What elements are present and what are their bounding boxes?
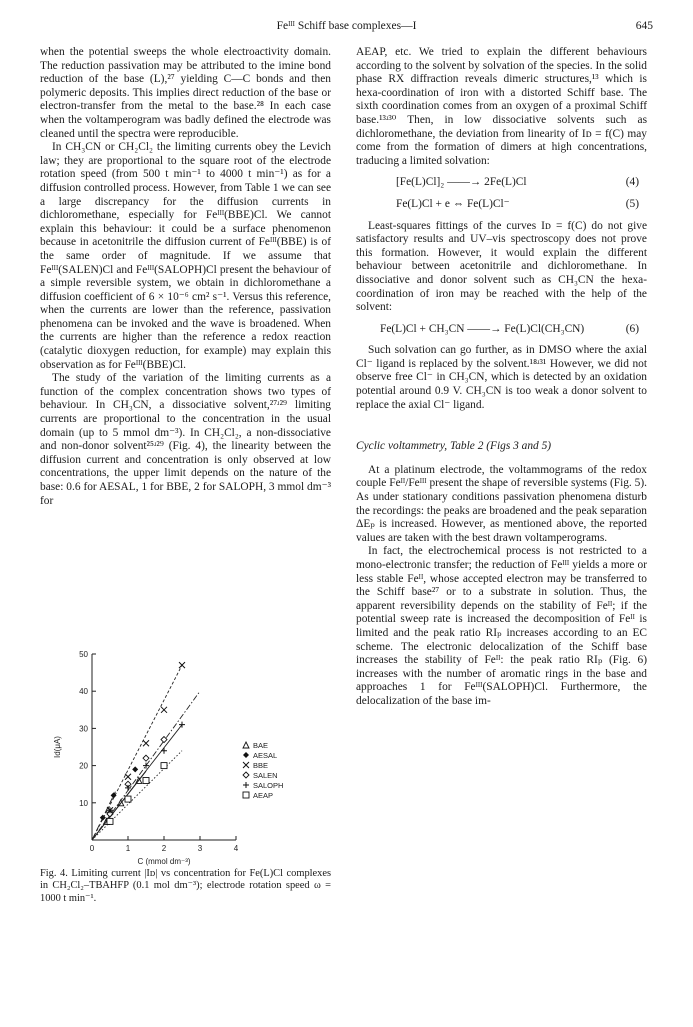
running-title: Feᴵᴵᴵ Schiff base complexes—I <box>276 20 417 32</box>
y-tick-label: 40 <box>79 687 88 697</box>
x-tick-label: 4 <box>233 844 239 853</box>
figure-caption: Fig. 4. Limiting current |Iᴅ| vs concentration for Fe(L)Cl complexes in CH₂Cl₂–TBAHFP (0.1 mol dm⁻³); electrode rotation speed ω = 1000 t min⁻¹. <box>40 868 331 904</box>
legend-label: AESAL <box>253 751 278 760</box>
data-point-aeap <box>143 777 149 783</box>
y-tick-label: 10 <box>79 798 88 808</box>
legend-label: AEAP <box>253 791 274 800</box>
equation-number: (5) <box>625 197 639 210</box>
y-axis-label: Id(μA) <box>53 736 62 758</box>
equation-number: (6) <box>625 322 639 335</box>
page-number: 645 <box>635 20 653 32</box>
body-paragraph: Least-squares fittings of the curves Iᴅ = f(C) do not give satisfactory results and UV–vis spectroscopy does not prove this formation. However, it would explain the different behaviour between acetonitrile and dichloromethane. In dissociative and donor solvent such as CH₃CN the hexa-coordination of iron may be reached with the help of the solvent: <box>356 219 647 314</box>
data-point-bbe <box>161 707 167 713</box>
series-line-aeap <box>92 751 182 840</box>
body-paragraph: when the potential sweeps the whole electroactivity domain. The reduction passivation may be attributed to the imine bond reduction of the base (L),²⁷ yielding C—C bonds and then polymeric deposits. This implies direct reduction of the base or electron-transfer from the metal to the base.²⁸ In each case when the voltamperogram was badly defined the electrode was cleaned until the spectra were reproducible. <box>40 46 331 140</box>
section-heading: Cyclic voltammetry, Table 2 (Figs 3 and 5) <box>356 440 552 453</box>
x-tick-label: 2 <box>161 844 167 853</box>
data-point-aeap <box>125 796 131 802</box>
y-tick-label: 50 <box>79 650 88 659</box>
body-paragraph: In fact, the electrochemical process is not restricted to a mono-electronic transfer; the reduction of Feᴵᴵᴵ yields a more or less stable Feᴵᴵ, whose accepted electron may be transferred to the Schiff base²⁷ or to a substrate in solution. Thus, the apparent reversibility depends on the stability of Feᴵᴵ; if the potential sweep rate is increased the decomposition of Feᴵᴵ is limited and the peak ratio RIₚ increases according to an EC scheme. The electronic delocalization of the Schiff base increases the stability of Feᴵᴵ: the peak ratio RIₚ (Fig. 6) increases with the number of aromatic rings in the base and approaches 1 for Feᴵᴵᴵ(SALOPH)Cl. Furthermore, the delocalization of the base im- <box>356 545 647 707</box>
body-paragraph: At a platinum electrode, the voltammograms of the redox couple Feᴵᴵ/Feᴵᴵᴵ present the shape of reversible systems (Fig. 5). As under stationary conditions passivation phenomena disturb the recordings: the peaks are broadened and the peak separation ΔEₚ is increased. However, as mentioned above, the reported values are taken with the best drawn voltamperograms. <box>356 463 647 544</box>
data-point-saloph <box>161 748 167 754</box>
y-tick-label: 30 <box>79 724 88 734</box>
data-point-aeap <box>161 763 167 769</box>
series-line-bbe <box>92 665 182 840</box>
legend-label: BAE <box>253 741 269 750</box>
limiting-current-chart <box>40 640 331 866</box>
equation-4 <box>356 176 647 190</box>
page-header <box>40 20 653 38</box>
data-point-bbe <box>179 662 185 668</box>
legend-marker-salen <box>243 772 249 778</box>
equation-number: (4) <box>625 176 639 189</box>
data-point-saloph <box>125 785 131 791</box>
equation-body: Fe(L)Cl + CH₃CN ——→ Fe(L)Cl(CH₃CN) <box>380 322 585 335</box>
data-point-bbe <box>143 740 149 746</box>
data-point-bbe <box>125 774 131 780</box>
data-point-aeap <box>107 818 113 824</box>
x-tick-label: 3 <box>197 844 203 853</box>
legend-label: SALOPH <box>253 781 284 790</box>
equation-5 <box>356 198 647 212</box>
legend-marker-aesal <box>243 752 249 758</box>
body-paragraph: In CH₃CN or CH₂Cl₂ the limiting currents obey the Levich law; they are proportional to the square root of the electrode rotation speed (from 500 t min⁻¹ to 4000 t min⁻¹) as for a diffusion controlled process. However, from Table 1 we can see a large discrepancy for the diffusion currents in dichloromethane, especially for Feᴵᴵᴵ(BBE)Cl. We cannot explain this behaviour: it could be a surface phenomenon because in acetonitrile the diffusion current of Feᴵᴵᴵ(BBE) is of the same order of magnitude. If we assume that Feᴵᴵᴵ(SALEN)Cl and Feᴵᴵᴵ(SALOPH)Cl present the behaviour of a simple reversible system, we obtain in dichloromethane a diffusion coefficient of 6 × 10⁻⁶ cm² s⁻¹. Versus this reference, when the currents are lower than the reference, passivation phenomena can be invoked and the wave is broadened. When the currents are higher than the reference a redox reaction (catalytic dioxygen reduction, for example) may explain this observation as for Feᴵᴵᴵ(BBE)Cl. <box>40 141 331 371</box>
legend-label: SALEN <box>253 771 278 780</box>
right-column <box>356 46 647 709</box>
x-axis-label: C (mmol dm⁻³) <box>137 857 191 866</box>
body-paragraph: Such solvation can go further, as in DMSO where the axial Cl⁻ ligand is replaced by the solvent.¹⁸ʴ³¹ However, we did not observe free Cl⁻ in CH₃CN, which is detected by an oxidation potential around 0.9 V. CH₃CN is too weak a donor solvent to replace the axial Cl⁻ ligand. <box>356 344 647 411</box>
legend-marker-bae <box>243 742 249 748</box>
y-tick-label: 20 <box>79 761 88 771</box>
equation-body: Fe(L)Cl + e ⇔ Fe(L)Cl⁻ <box>396 197 510 210</box>
series-line-saloph <box>92 725 182 840</box>
legend-label: BBE <box>253 761 269 770</box>
figure-4 <box>40 640 331 880</box>
legend-marker-aeap <box>243 792 249 798</box>
x-tick-label: 0 <box>89 844 95 853</box>
body-paragraph: The study of the variation of the limiting currents as a function of the complex concentration shows two types of behaviour. In CH₃CN, a dissociative solvent,²⁷ʴ²⁹ limiting currents are proportional to the concentration in the usual domain (up to 5 mmol dm⁻³). In CH₂Cl₂, a non-dissociative and non-donor solvent²⁵ʴ²⁹ (Fig. 4), the linearity between the diffusion current and concentration is only observed at low concentrations, the upper limit depends on the nature of the base: 0.6 for AESAL, 1 for BBE, 2 for SALOPH, 3 mmol dm⁻³ for <box>40 372 331 507</box>
body-paragraph: AEAP, etc. We tried to explain the different behaviours according to the solvent by solvation of the species. In the solid phase RX diffraction reveals dimeric structures,¹³ which is hexa-coordination of iron with a distorted Schiff base. The sixth coordination comes from an oxygen of a proximal Schiff base.¹³ʴ³⁰ Then, in low dissociative solvents such as dichloromethane, the deviation from linearity of Iᴅ = f(C) may come from the formation of dimers at high concentrations, traducing a limited solvation: <box>356 46 647 167</box>
legend-marker-bbe <box>243 762 249 768</box>
legend-marker-saloph <box>243 782 249 788</box>
data-point-aesal <box>132 766 138 772</box>
data-point-salen <box>143 755 149 761</box>
x-tick-label: 1 <box>125 844 131 853</box>
equation-6 <box>356 323 647 337</box>
left-column <box>40 46 331 508</box>
equation-body: [Fe(L)Cl]₂ ——→ 2Fe(L)Cl <box>396 176 527 189</box>
